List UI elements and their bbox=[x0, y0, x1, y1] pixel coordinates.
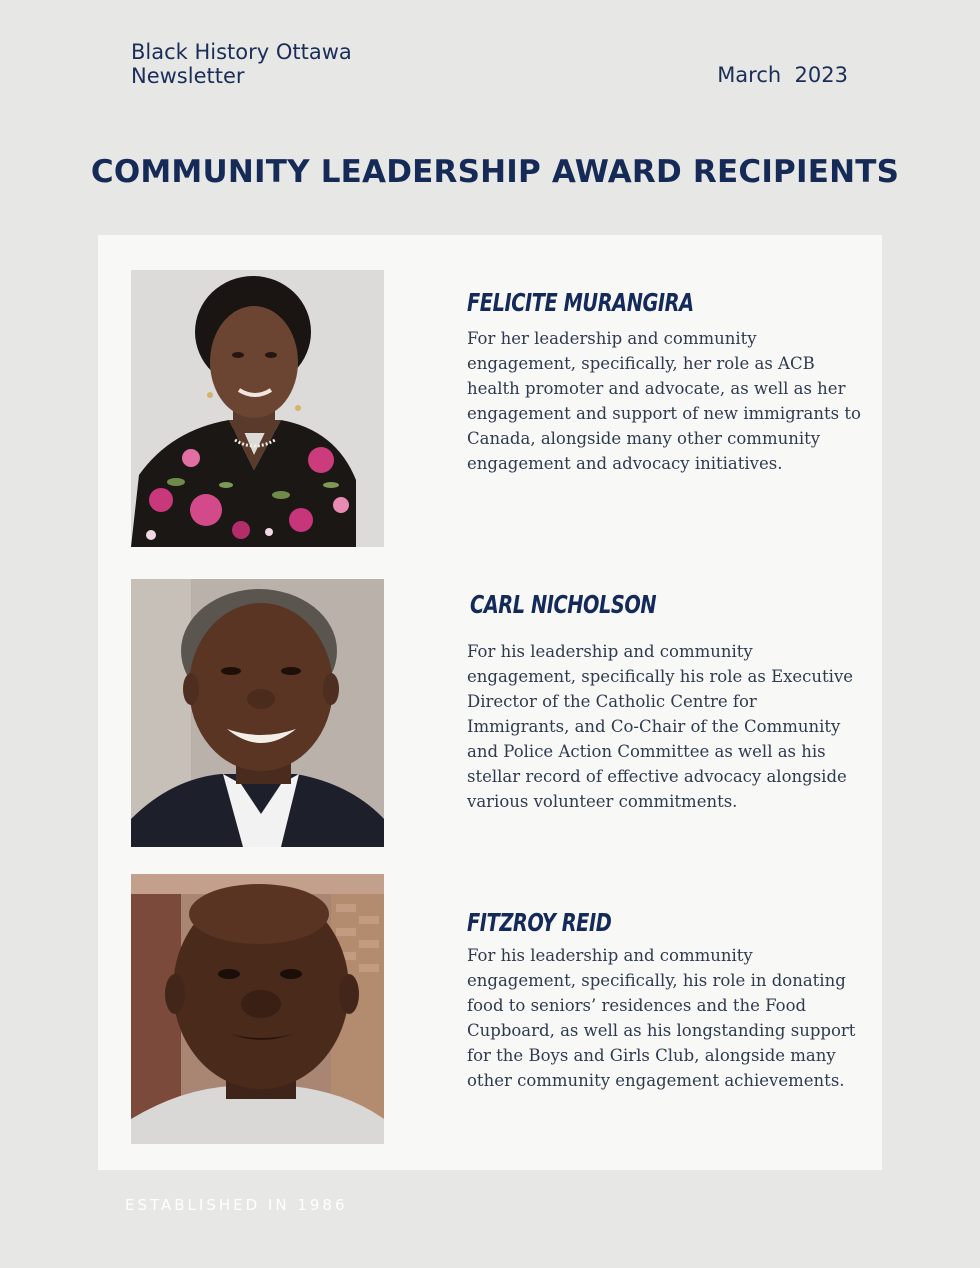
publication-name: Newsletter bbox=[131, 64, 245, 88]
issue-date: March 2023 bbox=[717, 63, 848, 87]
org-name: Black History Ottawa bbox=[131, 40, 352, 64]
recipient-photo-carl bbox=[131, 579, 384, 847]
recipient-name: CARL NICHOLSON bbox=[470, 590, 657, 619]
recipient-description: For her leadership and community engagement, specifically, her role as ACB health promoter and advocate, as well as her engagement and support of new immigrants to Canada, alongside many other community engagement and advocacy initiatives. bbox=[467, 329, 861, 473]
established-footer: ESTABLISHED IN 1986 bbox=[125, 1196, 348, 1214]
recipient-name: FITZROY REID bbox=[467, 908, 612, 937]
page-title: COMMUNITY LEADERSHIP AWARD RECIPIENTS bbox=[90, 154, 900, 190]
recipient-description: For his leadership and community engagement, specifically, his role in donating food to seniors’ residences and the Food Cupboard, as well as his longstanding support for the Boys and Girls Club, alongside many other community engagement achievements. bbox=[467, 946, 856, 1090]
newsletter-masthead bbox=[131, 40, 352, 88]
recipient-photo-felicite bbox=[131, 270, 384, 547]
recipient-description: For his leadership and community engagement, specifically his role as Executive Director of the Catholic Centre for Immigrants, and Co-Chair of the Community and Police Action Committee as well as his stellar record of effective advocacy alongside various volunteer commitments. bbox=[467, 642, 854, 811]
recipient-photo-fitzroy bbox=[131, 874, 384, 1144]
recipient-name: FELICITE MURANGIRA bbox=[467, 288, 694, 317]
